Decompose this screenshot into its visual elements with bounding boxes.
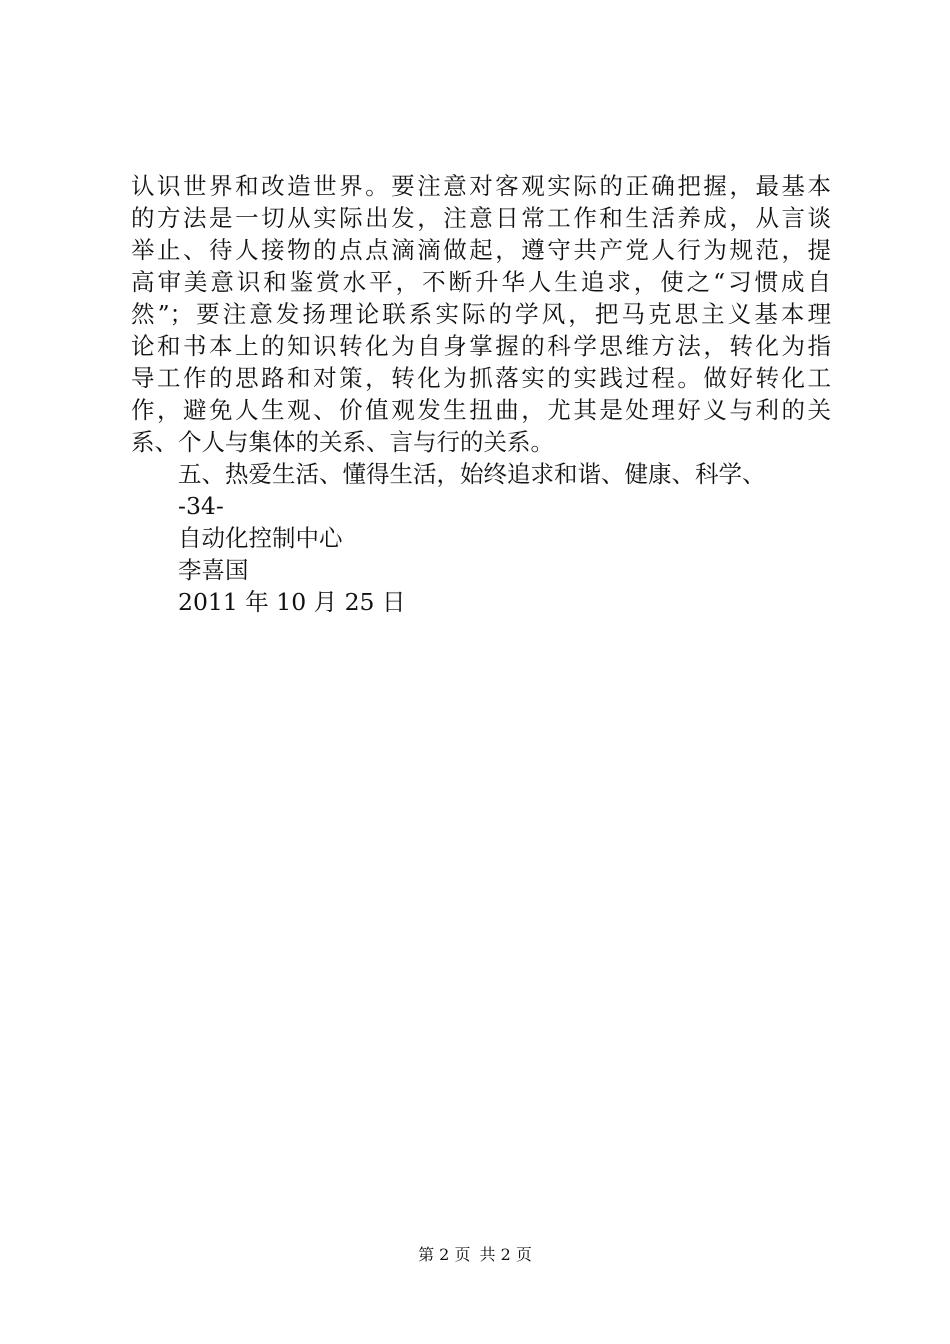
signature-department: 自动化控制中心 [178,524,343,552]
paragraph-line: 举止、待人接物的点点滴滴做起，遵守共产党人行为规范，提 [131,236,831,264]
page-footer [0,1244,950,1266]
section-heading: 五、热爱生活、懂得生活，始终追求和谐、健康、科学、 [178,460,766,488]
paragraph-line: 系、个人与集体的关系、言与行的关系。 [131,428,554,456]
paragraph-line: 的方法是一切从实际出发，注意日常工作和生活养成，从言谈 [131,204,831,232]
paragraph-line: 导工作的思路和对策，转化为抓落实的实践过程。做好转化工 [131,364,831,392]
footer-page-total: 共 2 页 [479,1245,532,1264]
paragraph-line: 然”；要注意发扬理论联系实际的学风，把马克思主义基本理 [131,300,831,328]
document-body [131,170,831,618]
footer-page-current: 第 2 页 [418,1245,471,1264]
paragraph-line: 高审美意识和鉴赏水平，不断升华人生追求，使之“习惯成自 [131,268,831,296]
paragraph-line: 论和书本上的知识转化为自身掌握的科学思维方法，转化为指 [131,332,831,360]
page-marker: -34- [178,492,224,520]
signature-name: 李喜国 [178,556,249,584]
paragraph-line: 作，避免人生观、价值观发生扭曲，尤其是处理好义与利的关 [131,396,831,424]
signature-date: 2011 年 10 月 25 日 [178,588,406,616]
paragraph-line: 认识世界和改造世界。要注意对客观实际的正确把握，最基本 [131,172,831,200]
